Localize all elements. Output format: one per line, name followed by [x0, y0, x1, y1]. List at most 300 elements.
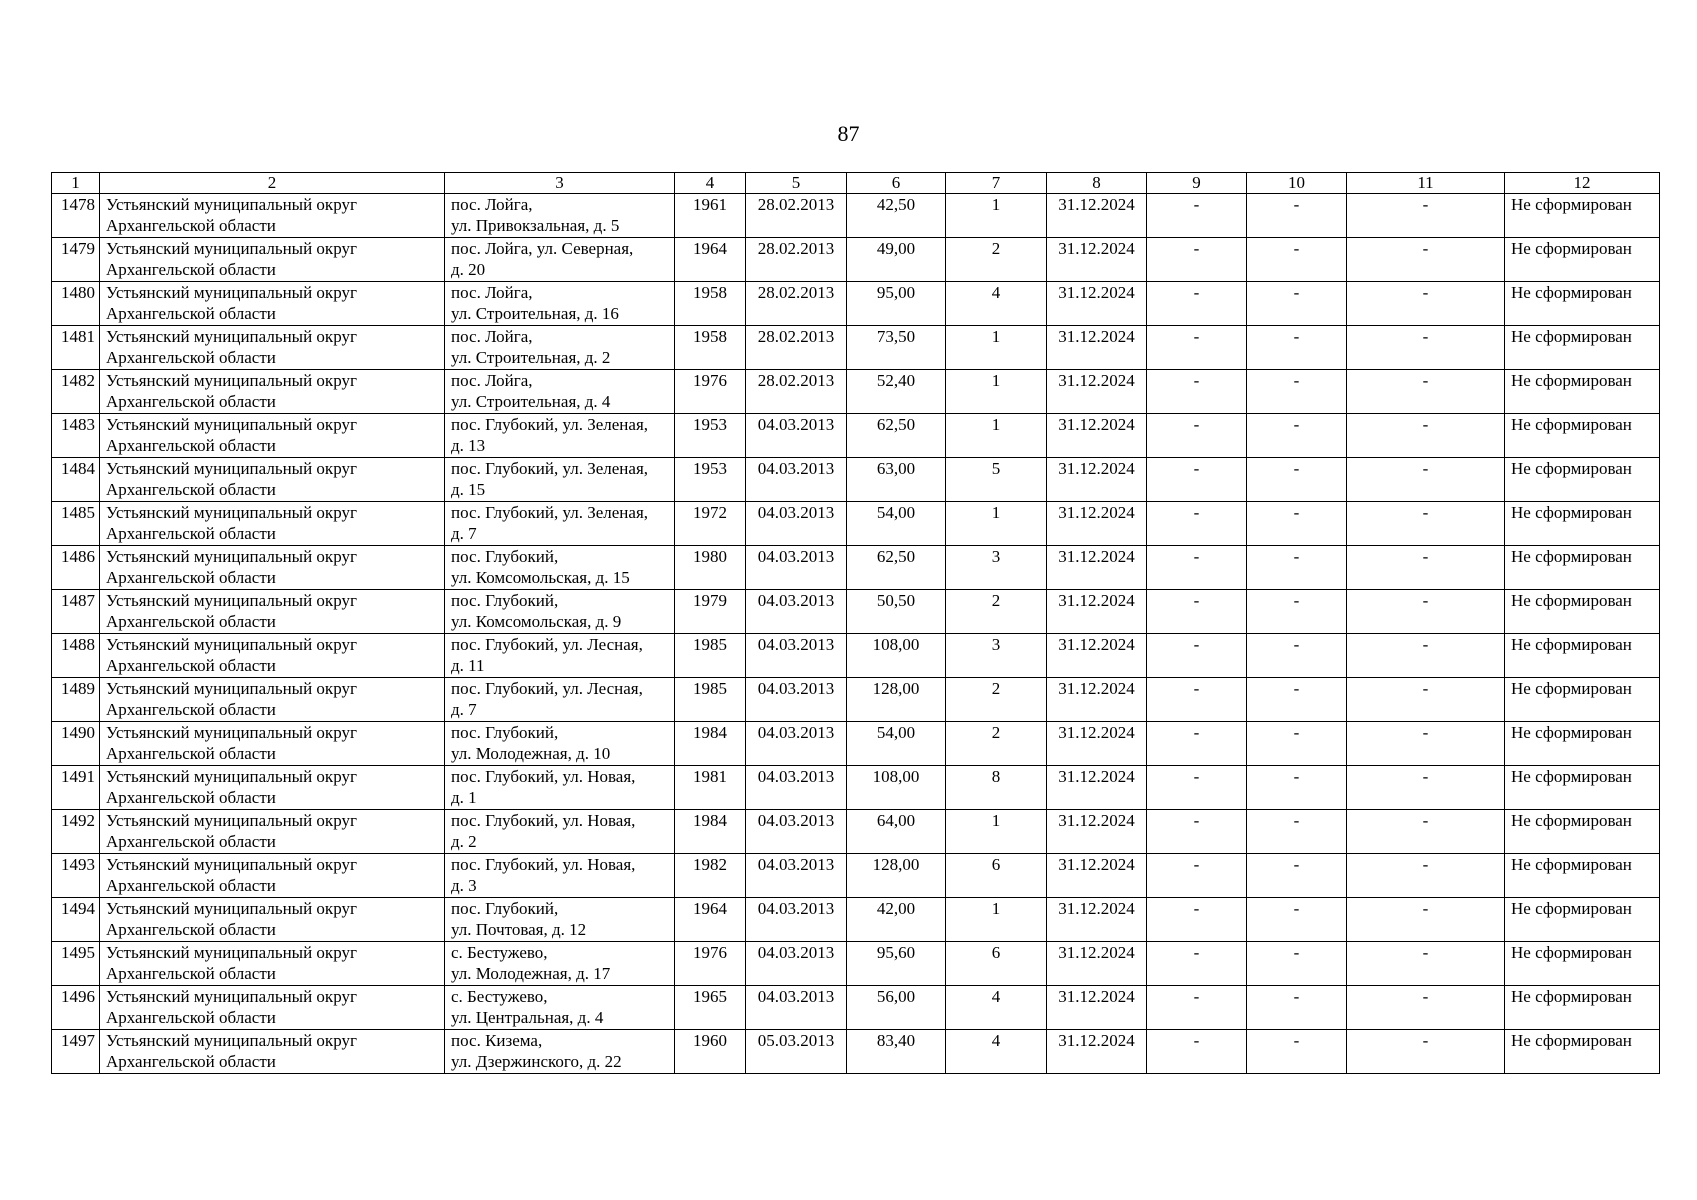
- district-cell: [100, 766, 445, 810]
- address-cell-text: пос. Глубокий, ул. Зеленая,: [451, 459, 649, 478]
- column-header-6: 6: [847, 173, 946, 194]
- area-cell-text: 95,60: [876, 943, 916, 962]
- address-cell: [445, 370, 675, 414]
- address-cell-text: пос. Глубокий, ул. Новая,: [451, 767, 636, 786]
- status-cell-text: Не сформирован: [1511, 591, 1632, 610]
- address-cell-text: ул. Привокзальная, д. 5: [451, 215, 620, 235]
- date-cell: [746, 282, 847, 326]
- column-9-cell: [1147, 194, 1247, 238]
- column-10-cell-text: -: [1293, 239, 1300, 258]
- row-number-cell: [52, 678, 100, 722]
- area-cell-text: 128,00: [872, 679, 920, 698]
- year-cell-text: 1985: [693, 679, 727, 698]
- table-row: [52, 502, 1660, 546]
- deadline-cell: [1047, 1030, 1147, 1074]
- area-cell: [847, 238, 946, 282]
- date-cell: [746, 546, 847, 590]
- column-header-10: 10: [1247, 173, 1347, 194]
- area-cell: [847, 854, 946, 898]
- address-cell: [445, 854, 675, 898]
- area-cell-text: 49,00: [876, 239, 916, 258]
- count-cell: [946, 766, 1047, 810]
- table-row: [52, 634, 1660, 678]
- year-cell-text: 1976: [693, 943, 727, 962]
- address-cell-text: ул. Дзержинского, д. 22: [451, 1051, 622, 1071]
- count-cell-text: 2: [991, 591, 1001, 610]
- count-cell-text: 4: [991, 283, 1001, 302]
- column-10-cell-text: -: [1293, 327, 1300, 346]
- area-cell-text: 62,50: [876, 547, 916, 566]
- status-cell: [1505, 282, 1660, 326]
- date-cell-text: 28.02.2013: [757, 371, 835, 390]
- column-9-cell-text: -: [1193, 679, 1200, 698]
- deadline-cell-text: 31.12.2024: [1058, 327, 1135, 346]
- column-9-cell: [1147, 1030, 1247, 1074]
- deadline-cell-text: 31.12.2024: [1058, 503, 1135, 522]
- district-cell: [100, 238, 445, 282]
- date-cell-text: 04.03.2013: [757, 811, 835, 830]
- table-row: [52, 590, 1660, 634]
- column-9-cell-text: -: [1193, 195, 1200, 214]
- row-number-cell: [52, 898, 100, 942]
- district-cell: [100, 458, 445, 502]
- district-cell-text: Устьянский муниципальный округ: [106, 943, 357, 962]
- year-cell-text: 1964: [693, 899, 727, 918]
- column-10-cell: [1247, 1030, 1347, 1074]
- row-number-cell: [52, 502, 100, 546]
- date-cell: [746, 194, 847, 238]
- address-cell: [445, 590, 675, 634]
- district-cell-text: Устьянский муниципальный округ: [106, 239, 357, 258]
- deadline-cell-text: 31.12.2024: [1058, 855, 1135, 874]
- district-cell-text: Устьянский муниципальный округ: [106, 635, 357, 654]
- column-11-cell-text: -: [1422, 371, 1429, 390]
- area-cell: [847, 634, 946, 678]
- address-cell-text: ул. Строительная, д. 4: [451, 391, 611, 411]
- address-cell-text: пос. Лойга, ул. Северная,: [451, 239, 634, 258]
- deadline-cell: [1047, 854, 1147, 898]
- area-cell: [847, 546, 946, 590]
- column-11-cell: [1347, 282, 1505, 326]
- date-cell-text: 04.03.2013: [757, 679, 835, 698]
- date-cell-text: 04.03.2013: [757, 723, 835, 742]
- column-10-cell: [1247, 458, 1347, 502]
- row-number-cell: [52, 370, 100, 414]
- column-header-2: 2: [100, 173, 445, 194]
- district-cell-text: Архангельской области: [106, 523, 276, 543]
- row-number-cell: [52, 1030, 100, 1074]
- address-cell-text: д. 15: [451, 479, 486, 499]
- area-cell: [847, 766, 946, 810]
- column-10-cell: [1247, 942, 1347, 986]
- row-number-cell: [52, 458, 100, 502]
- column-11-cell-text: -: [1422, 503, 1429, 522]
- year-cell-text: 1976: [693, 371, 727, 390]
- status-cell-text: Не сформирован: [1511, 679, 1632, 698]
- district-cell: [100, 898, 445, 942]
- status-cell: [1505, 458, 1660, 502]
- year-cell: [675, 854, 746, 898]
- area-cell: [847, 898, 946, 942]
- date-cell-text: 04.03.2013: [757, 899, 835, 918]
- column-10-cell-text: -: [1293, 415, 1300, 434]
- column-header-12: 12: [1505, 173, 1660, 194]
- year-cell: [675, 810, 746, 854]
- column-11-cell: [1347, 546, 1505, 590]
- row-number-cell-text: 1486: [61, 547, 95, 566]
- deadline-cell: [1047, 942, 1147, 986]
- area-cell-text: 54,00: [876, 723, 916, 742]
- column-11-cell-text: -: [1422, 327, 1429, 346]
- column-9-cell-text: -: [1193, 723, 1200, 742]
- table-row: [52, 678, 1660, 722]
- status-cell: [1505, 502, 1660, 546]
- row-number-cell: [52, 810, 100, 854]
- year-cell: [675, 942, 746, 986]
- count-cell-text: 1: [991, 899, 1001, 918]
- row-number-cell: [52, 546, 100, 590]
- status-cell: [1505, 678, 1660, 722]
- address-cell-text: пос. Глубокий,: [451, 591, 559, 610]
- area-cell-text: 54,00: [876, 503, 916, 522]
- column-10-cell: [1247, 634, 1347, 678]
- area-cell: [847, 942, 946, 986]
- address-cell: [445, 898, 675, 942]
- table-row: [52, 458, 1660, 502]
- count-cell-text: 6: [991, 855, 1001, 874]
- deadline-cell-text: 31.12.2024: [1058, 195, 1135, 214]
- address-cell: [445, 634, 675, 678]
- status-cell: [1505, 766, 1660, 810]
- column-header-4: 4: [675, 173, 746, 194]
- area-cell: [847, 282, 946, 326]
- year-cell: [675, 414, 746, 458]
- year-cell-text: 1958: [693, 283, 727, 302]
- row-number-cell: [52, 634, 100, 678]
- table-row: [52, 1030, 1660, 1074]
- status-cell: [1505, 238, 1660, 282]
- district-cell-text: Устьянский муниципальный округ: [106, 855, 357, 874]
- status-cell-text: Не сформирован: [1511, 371, 1632, 390]
- column-11-cell-text: -: [1422, 283, 1429, 302]
- year-cell-text: 1984: [693, 723, 727, 742]
- district-cell: [100, 194, 445, 238]
- district-cell: [100, 502, 445, 546]
- date-cell: [746, 370, 847, 414]
- count-cell: [946, 546, 1047, 590]
- year-cell-text: 1958: [693, 327, 727, 346]
- table-row: [52, 238, 1660, 282]
- address-cell-text: д. 3: [451, 875, 477, 895]
- table-row: [52, 854, 1660, 898]
- column-9-cell: [1147, 370, 1247, 414]
- year-cell-text: 1982: [693, 855, 727, 874]
- column-header-7: 7: [946, 173, 1047, 194]
- column-10-cell-text: -: [1293, 723, 1300, 742]
- date-cell: [746, 766, 847, 810]
- deadline-cell: [1047, 810, 1147, 854]
- district-cell-text: Устьянский муниципальный округ: [106, 811, 357, 830]
- date-cell: [746, 458, 847, 502]
- column-9-cell: [1147, 502, 1247, 546]
- column-9-cell: [1147, 282, 1247, 326]
- address-cell-text: пос. Глубокий, ул. Лесная,: [451, 679, 643, 698]
- district-cell: [100, 1030, 445, 1074]
- column-9-cell-text: -: [1193, 503, 1200, 522]
- column-10-cell-text: -: [1293, 943, 1300, 962]
- area-cell: [847, 678, 946, 722]
- column-9-cell-text: -: [1193, 327, 1200, 346]
- area-cell-text: 73,50: [876, 327, 916, 346]
- address-cell: [445, 942, 675, 986]
- district-cell-text: Устьянский муниципальный округ: [106, 371, 357, 390]
- address-cell-text: с. Бестужево,: [451, 987, 548, 1006]
- column-10-cell: [1247, 678, 1347, 722]
- area-cell-text: 50,50: [876, 591, 916, 610]
- district-cell: [100, 634, 445, 678]
- year-cell-text: 1981: [693, 767, 727, 786]
- district-cell-text: Устьянский муниципальный округ: [106, 723, 357, 742]
- table-row: [52, 546, 1660, 590]
- district-cell-text: Устьянский муниципальный округ: [106, 767, 357, 786]
- column-10-cell: [1247, 722, 1347, 766]
- area-cell: [847, 458, 946, 502]
- year-cell: [675, 238, 746, 282]
- year-cell-text: 1961: [693, 195, 727, 214]
- column-10-cell-text: -: [1293, 195, 1300, 214]
- column-10-cell: [1247, 414, 1347, 458]
- address-cell: [445, 238, 675, 282]
- deadline-cell-text: 31.12.2024: [1058, 943, 1135, 962]
- column-11-cell-text: -: [1422, 591, 1429, 610]
- district-cell-text: Устьянский муниципальный округ: [106, 195, 357, 214]
- column-10-cell-text: -: [1293, 503, 1300, 522]
- year-cell: [675, 590, 746, 634]
- district-cell-text: Архангельской области: [106, 1051, 276, 1071]
- row-number-cell-text: 1492: [61, 811, 95, 830]
- row-number-cell: [52, 590, 100, 634]
- address-cell-text: пос. Глубокий,: [451, 723, 559, 742]
- address-cell-text: пос. Лойга,: [451, 283, 533, 302]
- column-10-cell-text: -: [1293, 1031, 1300, 1050]
- deadline-cell: [1047, 546, 1147, 590]
- column-11-cell-text: -: [1422, 679, 1429, 698]
- address-cell-text: пос. Глубокий, ул. Зеленая,: [451, 503, 649, 522]
- column-header-8: 8: [1047, 173, 1147, 194]
- date-cell-text: 05.03.2013: [757, 1031, 835, 1050]
- count-cell: [946, 502, 1047, 546]
- column-9-cell: [1147, 634, 1247, 678]
- column-10-cell-text: -: [1293, 811, 1300, 830]
- area-cell-text: 95,00: [876, 283, 916, 302]
- column-header-3: 3: [445, 173, 675, 194]
- address-cell: [445, 458, 675, 502]
- row-number-cell: [52, 414, 100, 458]
- year-cell: [675, 634, 746, 678]
- count-cell-text: 2: [991, 239, 1001, 258]
- count-cell: [946, 1030, 1047, 1074]
- status-cell: [1505, 326, 1660, 370]
- date-cell-text: 04.03.2013: [757, 547, 835, 566]
- table-row: [52, 414, 1660, 458]
- column-11-cell: [1347, 722, 1505, 766]
- address-cell-text: ул. Центральная, д. 4: [451, 1007, 604, 1027]
- area-cell: [847, 722, 946, 766]
- row-number-cell: [52, 282, 100, 326]
- column-9-cell: [1147, 414, 1247, 458]
- area-cell-text: 42,00: [876, 899, 916, 918]
- count-cell-text: 5: [991, 459, 1001, 478]
- area-cell-text: 63,00: [876, 459, 916, 478]
- year-cell: [675, 1030, 746, 1074]
- district-cell: [100, 854, 445, 898]
- address-cell-text: пос. Глубокий,: [451, 899, 559, 918]
- column-9-cell: [1147, 766, 1247, 810]
- table-row: [52, 942, 1660, 986]
- deadline-cell-text: 31.12.2024: [1058, 723, 1135, 742]
- address-cell-text: ул. Молодежная, д. 17: [451, 963, 611, 983]
- year-cell: [675, 282, 746, 326]
- count-cell: [946, 898, 1047, 942]
- date-cell: [746, 590, 847, 634]
- status-cell-text: Не сформирован: [1511, 547, 1632, 566]
- address-cell-text: ул. Строительная, д. 2: [451, 347, 611, 367]
- year-cell: [675, 678, 746, 722]
- row-number-cell-text: 1484: [61, 459, 95, 478]
- row-number-cell: [52, 766, 100, 810]
- column-10-cell-text: -: [1293, 635, 1300, 654]
- column-9-cell: [1147, 326, 1247, 370]
- count-cell-text: 1: [991, 371, 1001, 390]
- date-cell: [746, 238, 847, 282]
- status-cell: [1505, 1030, 1660, 1074]
- deadline-cell: [1047, 238, 1147, 282]
- status-cell: [1505, 414, 1660, 458]
- deadline-cell-text: 31.12.2024: [1058, 679, 1135, 698]
- count-cell-text: 8: [991, 767, 1001, 786]
- area-cell: [847, 986, 946, 1030]
- status-cell: [1505, 986, 1660, 1030]
- column-10-cell: [1247, 898, 1347, 942]
- date-cell: [746, 810, 847, 854]
- address-cell: [445, 766, 675, 810]
- address-cell-text: ул. Строительная, д. 16: [451, 303, 619, 323]
- address-cell-text: пос. Глубокий,: [451, 547, 559, 566]
- column-11-cell-text: -: [1422, 855, 1429, 874]
- status-cell-text: Не сформирован: [1511, 239, 1632, 258]
- column-11-cell-text: -: [1422, 723, 1429, 742]
- column-9-cell: [1147, 458, 1247, 502]
- district-cell: [100, 546, 445, 590]
- column-9-cell-text: -: [1193, 987, 1200, 1006]
- date-cell-text: 28.02.2013: [757, 283, 835, 302]
- row-number-cell-text: 1482: [61, 371, 95, 390]
- deadline-cell: [1047, 326, 1147, 370]
- year-cell: [675, 326, 746, 370]
- housing-registry-table: [51, 172, 1660, 1074]
- row-number-cell: [52, 238, 100, 282]
- column-11-cell-text: -: [1422, 943, 1429, 962]
- district-cell-text: Устьянский муниципальный округ: [106, 547, 357, 566]
- year-cell: [675, 502, 746, 546]
- row-number-cell-text: 1480: [61, 283, 95, 302]
- column-11-cell: [1347, 326, 1505, 370]
- address-cell-text: пос. Лойга,: [451, 327, 533, 346]
- district-cell-text: Архангельской области: [106, 831, 276, 851]
- column-9-cell: [1147, 854, 1247, 898]
- row-number-cell-text: 1494: [61, 899, 95, 918]
- area-cell: [847, 502, 946, 546]
- column-11-cell: [1347, 766, 1505, 810]
- district-cell-text: Архангельской области: [106, 1007, 276, 1027]
- date-cell-text: 04.03.2013: [757, 987, 835, 1006]
- count-cell-text: 1: [991, 195, 1001, 214]
- year-cell: [675, 458, 746, 502]
- district-cell-text: Архангельской области: [106, 567, 276, 587]
- count-cell: [946, 326, 1047, 370]
- date-cell: [746, 1030, 847, 1074]
- address-cell-text: ул. Комсомольская, д. 9: [451, 611, 622, 631]
- status-cell: [1505, 634, 1660, 678]
- deadline-cell: [1047, 194, 1147, 238]
- date-cell-text: 04.03.2013: [757, 855, 835, 874]
- count-cell-text: 1: [991, 503, 1001, 522]
- date-cell: [746, 898, 847, 942]
- district-cell-text: Архангельской области: [106, 435, 276, 455]
- area-cell: [847, 414, 946, 458]
- count-cell: [946, 854, 1047, 898]
- status-cell-text: Не сформирован: [1511, 855, 1632, 874]
- deadline-cell-text: 31.12.2024: [1058, 371, 1135, 390]
- address-cell-text: ул. Почтовая, д. 12: [451, 919, 587, 939]
- year-cell-text: 1964: [693, 239, 727, 258]
- column-9-cell-text: -: [1193, 811, 1200, 830]
- deadline-cell: [1047, 502, 1147, 546]
- status-cell: [1505, 370, 1660, 414]
- area-cell-text: 108,00: [872, 635, 920, 654]
- column-11-cell-text: -: [1422, 459, 1429, 478]
- district-cell-text: Архангельской области: [106, 699, 276, 719]
- date-cell-text: 04.03.2013: [757, 635, 835, 654]
- status-cell: [1505, 722, 1660, 766]
- district-cell-text: Архангельской области: [106, 787, 276, 807]
- column-10-cell: [1247, 854, 1347, 898]
- count-cell: [946, 722, 1047, 766]
- column-10-cell-text: -: [1293, 899, 1300, 918]
- address-cell: [445, 282, 675, 326]
- address-cell-text: пос. Глубокий, ул. Новая,: [451, 811, 636, 830]
- deadline-cell-text: 31.12.2024: [1058, 415, 1135, 434]
- deadline-cell: [1047, 766, 1147, 810]
- column-11-cell: [1347, 502, 1505, 546]
- district-cell-text: Устьянский муниципальный округ: [106, 899, 357, 918]
- status-cell: [1505, 942, 1660, 986]
- address-cell-text: с. Бестужево,: [451, 943, 548, 962]
- count-cell-text: 3: [991, 547, 1001, 566]
- area-cell: [847, 326, 946, 370]
- address-cell-text: ул. Молодежная, д. 10: [451, 743, 611, 763]
- status-cell: [1505, 546, 1660, 590]
- district-cell-text: Архангельской области: [106, 875, 276, 895]
- column-11-cell: [1347, 810, 1505, 854]
- row-number-cell-text: 1483: [61, 415, 95, 434]
- date-cell-text: 04.03.2013: [757, 415, 835, 434]
- deadline-cell-text: 31.12.2024: [1058, 547, 1135, 566]
- column-9-cell: [1147, 898, 1247, 942]
- column-11-cell: [1347, 942, 1505, 986]
- address-cell-text: д. 7: [451, 699, 477, 719]
- row-number-cell: [52, 326, 100, 370]
